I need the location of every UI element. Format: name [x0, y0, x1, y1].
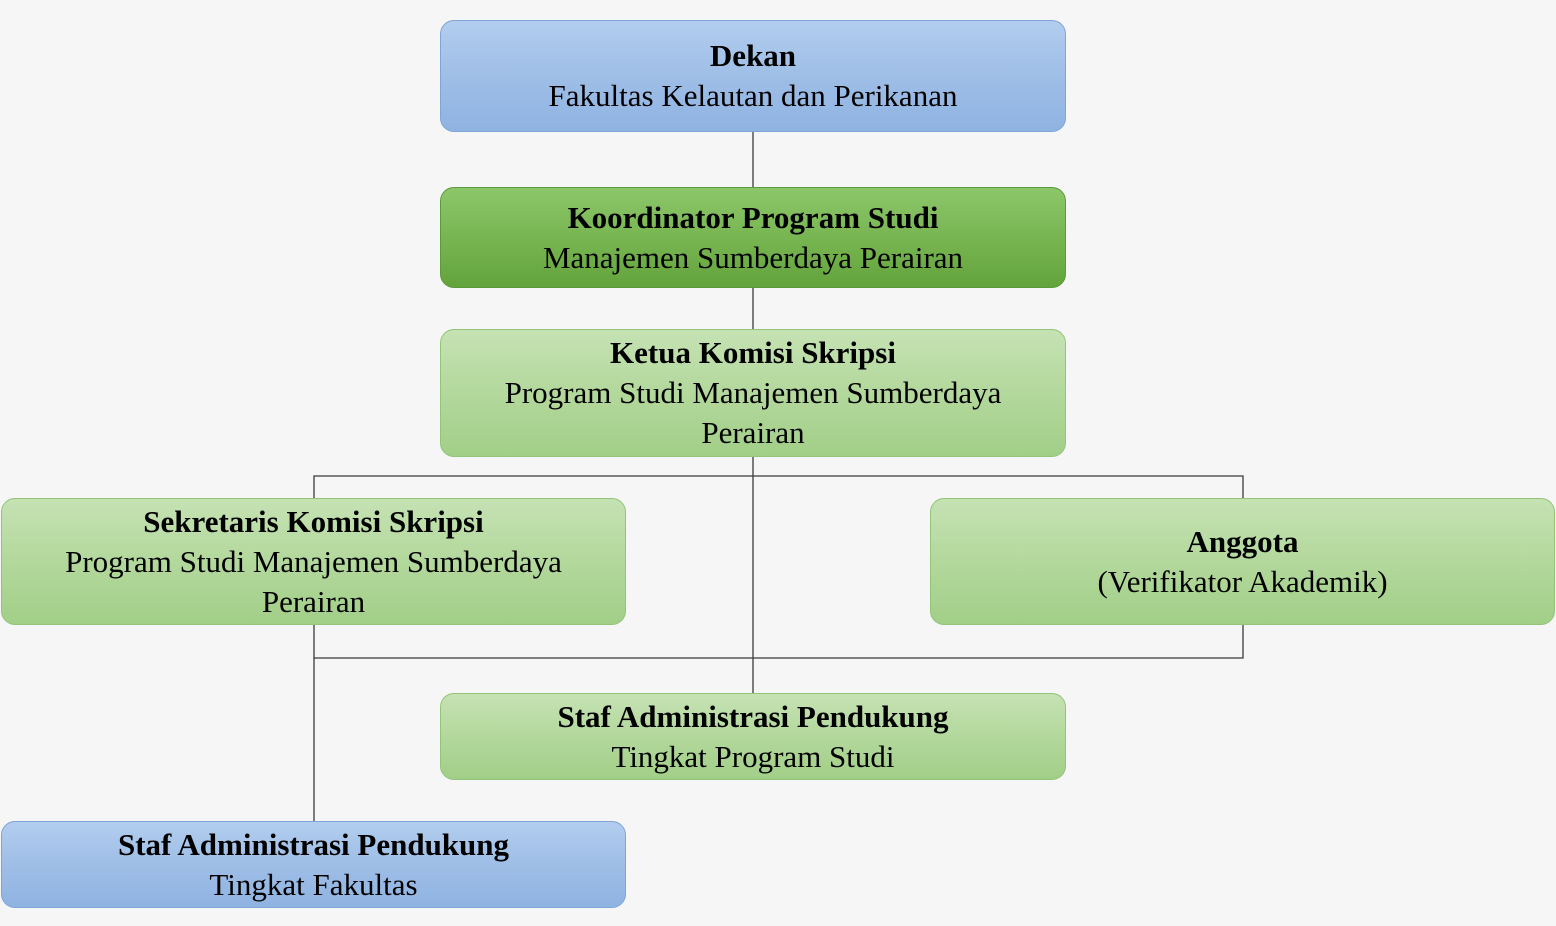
node-staf-fakultas-title: Staf Administrasi Pendukung — [117, 826, 510, 862]
node-anggota — [930, 498, 1555, 625]
node-staf-prodi-title: Staf Administrasi Pendukung — [557, 698, 949, 734]
node-anggota-title: Anggota — [1186, 523, 1299, 559]
node-sekretaris-subtitle: Program Studi Manajemen Sumberdaya Perairan — [65, 543, 562, 619]
node-anggota-subtitle: (Verifikator Akademik) — [1097, 563, 1388, 599]
node-dekan-title: Dekan — [709, 38, 797, 73]
node-staf-fakultas-subtitle: Tingkat Fakultas — [209, 866, 418, 902]
node-staf-prodi — [440, 693, 1066, 780]
node-ketua-subtitle: Program Studi Manajemen Sumberdaya Perairan — [504, 375, 1002, 450]
node-koordinator-title: Koordinator Program Studi — [567, 199, 939, 235]
node-koordinator-subtitle: Manajemen Sumberdaya Perairan — [542, 239, 964, 275]
node-ketua-title: Ketua Komisi Skripsi — [610, 335, 896, 370]
node-sekretaris-title: Sekretaris Komisi Skripsi — [143, 503, 484, 539]
node-ketua — [440, 329, 1066, 457]
node-sekretaris — [1, 498, 626, 625]
node-dekan — [440, 20, 1066, 132]
connector-lower-bracket — [314, 625, 1243, 658]
node-staf-fakultas — [1, 821, 626, 908]
node-koordinator — [440, 187, 1066, 288]
node-dekan-subtitle: Fakultas Kelautan dan Perikanan — [548, 78, 958, 113]
connector-upper-bracket — [314, 476, 1243, 498]
node-staf-prodi-subtitle: Tingkat Program Studi — [611, 738, 895, 774]
